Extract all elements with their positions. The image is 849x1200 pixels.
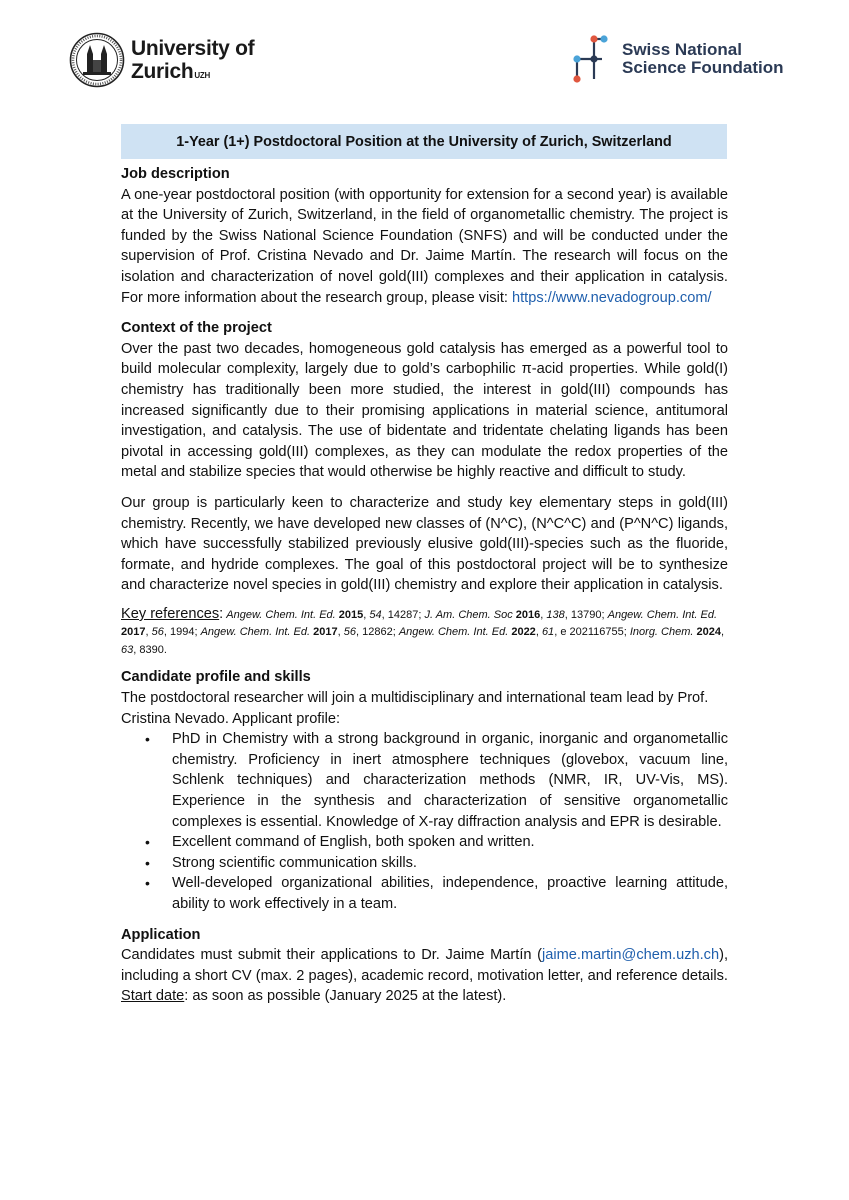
reference-item: Angew. Chem. Int. Ed. 2017, 56, 1994;	[121, 608, 718, 639]
context-heading: Context of the project	[121, 320, 272, 337]
reference-journal: Angew. Chem. Int. Ed.	[200, 626, 311, 639]
reference-pages: 14287	[387, 608, 419, 621]
reference-item: Angew. Chem. Int. Ed. 2022, 61, e 202116755;	[398, 626, 627, 639]
list-item: • PhD in Chemistry with a strong background in organic, inorganic and organometallic chemistry. Proficiency in inert atmosphere techniques (glovebox, vacuum line, Schlenk techniques) and characterization methods (NMR, IR, UV-Vis, MS). Experience in the synthesis and characterization of sensitive organometallic complexes is essential. Knowledge of X-ray diffraction analysis and EPR is desirable.	[121, 729, 728, 832]
uzh-sup: UZH	[194, 71, 210, 80]
list-item: • Well-developed organizational abilities, independence, proactive learning attitude, ability to work effectively in a team.	[121, 873, 728, 914]
reference-pages: 13790	[570, 608, 602, 621]
reference-separator: .	[163, 643, 167, 656]
job-description	[121, 185, 728, 309]
reference-volume: 61	[541, 626, 555, 639]
reference-pages: e 202116755	[560, 626, 624, 639]
uzh-logo	[69, 32, 254, 88]
reference-journal: Inorg. Chem.	[629, 626, 694, 639]
application-text-before: Candidates must submit their applications to Dr. Jaime Martín (	[121, 947, 543, 964]
references-colon: :	[219, 605, 224, 622]
list-item: • Strong scientific communication skills.	[121, 853, 728, 874]
snsf-wordmark	[622, 41, 784, 77]
reference-pages: 12862	[362, 626, 393, 639]
reference-separator: ;	[418, 608, 422, 621]
application-text	[121, 945, 728, 1007]
reference-journal: Angew. Chem. Int. Ed.	[226, 608, 336, 621]
context-paragraph-2: Our group is particularly keen to characterize and study key elementary steps in gold(III) chemistry. Recently, we have developed new classes of (N^C), (N^C^C) and (P^N^C) ligands, which have successfully stabilized previously elusive gold(III)-species such as the fluoride, formate, and hydride complexes. The goal of this postdoctoral project will be to synthesize and characterize novel species in gold(III) chemistry and explore their application in catalysis.	[121, 494, 728, 594]
application-heading: Application	[121, 926, 201, 943]
reference-volume: 56	[343, 626, 356, 639]
reference-item: Angew. Chem. Int. Ed. 2015, 54, 14287;	[226, 608, 422, 621]
reference-pages: 8390	[139, 643, 164, 656]
context-paragraph-1: Over the past two decades, homogeneous gold catalysis has emerged as a powerful tool to build molecular complexity, largely due to gold’s carbophilic π-acid properties. While gold(I) chemistry has traditionally been more studied, the interest in gold(III) compounds has increased significantly due to their promising applications in material science, antitumoral investigation, and catalysis. The use of bidentate and tridentate chelating ligands has been pivotal in accessing gold(III) complexes, as they can modulate the redox properties of the metal and stabilize species that would otherwise be highly reactive and difficult to study.	[121, 340, 728, 481]
snsf-line1: Swiss National	[622, 40, 742, 59]
group-website-link[interactable]: https://www.nevadogroup.com/	[512, 289, 712, 306]
reference-journal: Angew. Chem. Int. Ed.	[398, 626, 509, 639]
references-lead: Key references	[121, 605, 220, 622]
uzh-line2	[131, 60, 254, 83]
snsf-mark-icon	[570, 33, 622, 85]
reference-volume: 63	[121, 643, 134, 656]
reference-separator: ;	[392, 626, 396, 639]
candidate-intro: The postdoctoral researcher will join a multidisciplinary and international team lead by Prof. Cristina Nevado. Applicant profile:	[121, 689, 709, 727]
reference-volume: 56	[151, 626, 164, 639]
start-date-label: Start date	[121, 988, 185, 1005]
start-date-text: : as soon as possible (January 2025 at the latest).	[184, 988, 507, 1005]
reference-year: 2024	[696, 626, 721, 639]
document-body	[121, 164, 728, 1007]
job-heading: Job description	[121, 166, 230, 182]
position-title: 1-Year (1+) Postdoctoral Position at the University of Zurich, Switzerland	[121, 124, 727, 159]
reference-year: 2017	[121, 626, 146, 639]
uzh-line2-text: Zurich	[131, 60, 194, 83]
reference-separator: ;	[601, 608, 605, 621]
application-text-after: ), including a short CV (max. 2 pages), academic record, motivation letter, and reference details.	[121, 947, 728, 984]
reference-item: Inorg. Chem. 2024, 63, 8390.	[121, 626, 725, 656]
reference-year: 2017	[313, 626, 338, 639]
list-item: • Excellent command of English, both spoken and written.	[121, 832, 728, 853]
snsf-line2: Science Foundation	[622, 58, 784, 77]
reference-journal: Angew. Chem. Int. Ed.	[607, 608, 718, 621]
uzh-seal-icon	[69, 32, 125, 88]
reference-journal: J. Am. Chem. Soc	[424, 608, 513, 621]
uzh-wordmark	[131, 37, 254, 83]
email-link[interactable]: jaime.martin@chem.uzh.ch	[542, 947, 720, 964]
reference-year: 2015	[338, 608, 364, 621]
reference-pages: 1994	[169, 626, 195, 639]
snsf-logo	[570, 33, 784, 85]
reference-year: 2022	[511, 626, 536, 639]
candidate-heading: Candidate profile and skills	[121, 669, 311, 686]
key-references	[121, 606, 728, 660]
reference-year: 2016	[515, 608, 541, 621]
reference-separator: ;	[623, 626, 627, 639]
reference-item: J. Am. Chem. Soc 2016, 138, 13790;	[424, 608, 605, 621]
applicant-profile-list	[121, 729, 728, 914]
uzh-line1: University of	[131, 37, 255, 60]
job-text: A one-year postdoctoral position (with opportunity for extension for a second year) is available at the University of Zurich, Switzerland, in the field of organometallic chemistry. The project is funded by the Swiss National Science Foundation (SNFS) and will be conducted under the supervision of Prof. Cristina Nevado and Dr. Jaime Martín. The research will focus on the isolation and characterization of novel gold(III) complexes and their application in catalysis. For more information about the research group, please visit:	[121, 186, 728, 306]
reference-item: Angew. Chem. Int. Ed. 2017, 56, 12862;	[200, 626, 396, 639]
reference-volume: 138	[546, 608, 565, 621]
reference-separator: ;	[194, 626, 198, 639]
reference-volume: 54	[369, 608, 382, 621]
